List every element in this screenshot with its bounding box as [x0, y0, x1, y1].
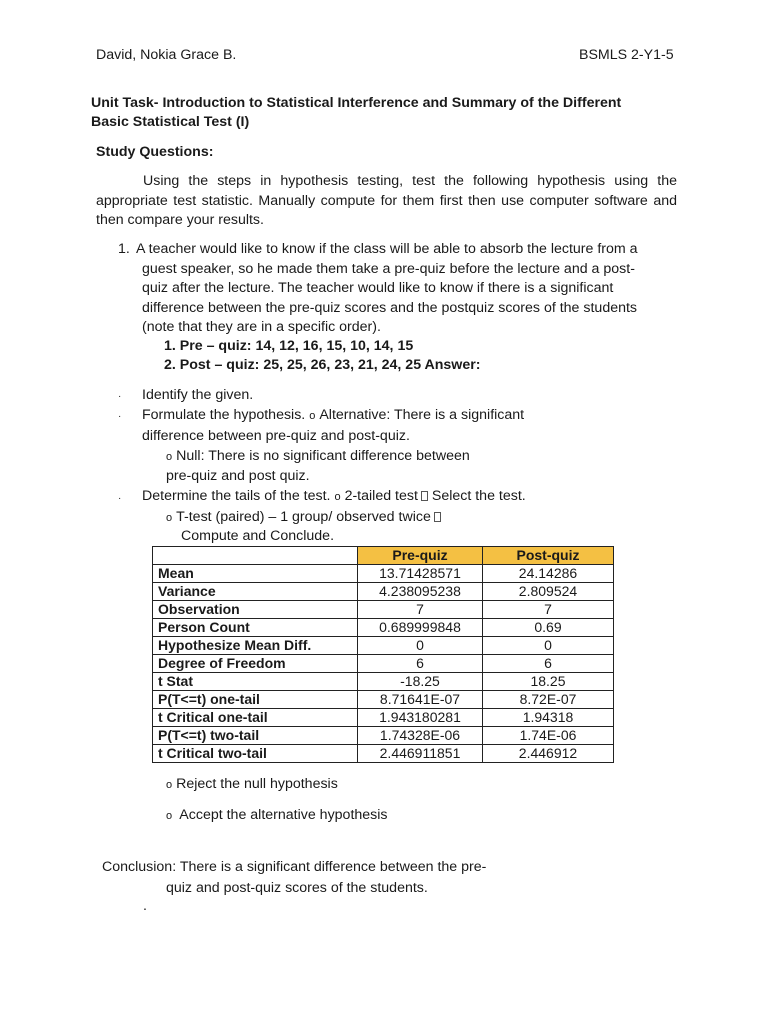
- trailing-dot: .: [143, 898, 147, 914]
- pre-quiz-value: 1.943180281: [358, 709, 483, 727]
- table-row: [153, 565, 614, 583]
- hollow-circle-icon: o: [334, 491, 341, 503]
- section-code: BSMLS 2-Y1-5: [579, 47, 674, 63]
- question-line-4: difference between the pre-quiz scores and the postquiz scores of the students: [142, 300, 638, 316]
- step-tails: [142, 487, 526, 507]
- row-label: P(T<=t) one-tail: [153, 691, 358, 709]
- post-quiz-value: 18.25: [483, 673, 614, 691]
- table-row: [153, 601, 614, 619]
- ttest-text: T-test (paired) – 1 group/ observed twice: [176, 509, 431, 525]
- missing-glyph-icon: [434, 512, 441, 522]
- alternative-hypothesis-cont: difference between pre-quiz and post-quiz.: [142, 428, 410, 444]
- step-identify: Identify the given.: [142, 387, 254, 403]
- pre-quiz-value: 0.689999848: [358, 619, 483, 637]
- bullet-dot: ·: [118, 493, 122, 504]
- post-quiz-value: 24.14286: [483, 565, 614, 583]
- row-label: t Critical one-tail: [153, 709, 358, 727]
- pre-quiz-value: 8.71641E-07: [358, 691, 483, 709]
- table-row: [153, 673, 614, 691]
- table-row: [153, 691, 614, 709]
- question-number: 1.: [118, 241, 130, 257]
- missing-glyph-icon: [421, 491, 428, 501]
- row-label: Hypothesize Mean Diff.: [153, 637, 358, 655]
- question-line-2: guest speaker, so he made them take a pre-quiz before the lecture and a post-: [142, 261, 635, 277]
- post-quiz-value: 2.809524: [483, 583, 614, 601]
- title-line-2: Basic Statistical Test (I): [91, 114, 250, 130]
- question-line-1: A teacher would like to know if the class will be able to absorb the lecture from a: [136, 241, 638, 257]
- hollow-circle-icon: o: [166, 810, 173, 822]
- row-label: Degree of Freedom: [153, 655, 358, 673]
- hollow-circle-icon: o: [166, 451, 173, 463]
- conclusion-line-1: Conclusion: There is a significant difference between the pre-: [102, 859, 487, 875]
- step-tails-label: Determine the tails of the test.: [142, 488, 331, 504]
- decision-accept-text: Accept the alternative hypothesis: [179, 807, 388, 823]
- table-row: [153, 583, 614, 601]
- row-label: Mean: [153, 565, 358, 583]
- question-line-3: quiz after the lecture. The teacher would like to know if there is a significant: [142, 280, 614, 296]
- hollow-circle-icon: o: [166, 512, 173, 524]
- decision-reject-text: Reject the null hypothesis: [176, 776, 338, 792]
- table-row: [153, 637, 614, 655]
- post-quiz-scores: 2. Post – quiz: 25, 25, 26, 23, 21, 24, 25 Answer:: [164, 357, 481, 373]
- post-quiz-value: 0: [483, 637, 614, 655]
- pre-quiz-value: 0: [358, 637, 483, 655]
- pre-quiz-scores: 1. Pre – quiz: 14, 12, 16, 15, 10, 14, 15: [164, 338, 414, 354]
- hollow-circle-icon: o: [166, 779, 173, 791]
- null-hypothesis-cont: pre-quiz and post quiz.: [166, 468, 310, 484]
- bullet-dot: ·: [118, 411, 122, 422]
- table-row: [153, 727, 614, 745]
- alternative-hypothesis: Alternative: There is a significant: [319, 407, 525, 423]
- tails-value: 2-tailed test: [344, 488, 418, 504]
- hollow-circle-icon: o: [309, 410, 316, 422]
- pre-quiz-value: 7: [358, 601, 483, 619]
- pre-quiz-value: 6: [358, 655, 483, 673]
- conclusion-line-2: quiz and post-quiz scores of the students.: [166, 880, 428, 896]
- pre-quiz-value: -18.25: [358, 673, 483, 691]
- null-hypothesis: [166, 447, 470, 467]
- row-label: Variance: [153, 583, 358, 601]
- table-header-blank: [153, 547, 358, 565]
- row-label: t Critical two-tail: [153, 745, 358, 763]
- title-line-1: Unit Task- Introduction to Statistical Interference and Summary of the Different: [91, 95, 622, 111]
- pre-quiz-value: 1.74328E-06: [358, 727, 483, 745]
- student-name: David, Nokia Grace B.: [96, 47, 237, 63]
- decision-reject: [166, 775, 338, 795]
- pre-quiz-value: 2.446911851: [358, 745, 483, 763]
- table-row: [153, 709, 614, 727]
- pre-quiz-value: 4.238095238: [358, 583, 483, 601]
- table-row: [153, 655, 614, 673]
- post-quiz-value: 1.94318: [483, 709, 614, 727]
- step-formulate: [142, 406, 524, 426]
- t-test-results-table: [152, 546, 614, 763]
- ttest-line: [166, 508, 441, 528]
- post-quiz-value: 1.74E-06: [483, 727, 614, 745]
- table-header-pre-quiz: Pre-quiz: [358, 547, 483, 565]
- step-compute: Compute and Conclude.: [181, 528, 335, 544]
- row-label: t Stat: [153, 673, 358, 691]
- study-questions-heading: Study Questions:: [96, 144, 214, 160]
- null-hypothesis-text: Null: There is no significant difference between: [176, 448, 470, 464]
- decision-accept: [166, 806, 388, 826]
- table-row: [153, 745, 614, 763]
- bullet-dot: ·: [118, 391, 122, 402]
- table-header-row: [153, 547, 614, 565]
- pre-quiz-value: 13.71428571: [358, 565, 483, 583]
- row-label: Person Count: [153, 619, 358, 637]
- table-header-post-quiz: Post-quiz: [483, 547, 614, 565]
- step-select-test: Select the test.: [431, 488, 526, 504]
- post-quiz-value: 8.72E-07: [483, 691, 614, 709]
- post-quiz-value: 6: [483, 655, 614, 673]
- table-row: [153, 619, 614, 637]
- post-quiz-value: 7: [483, 601, 614, 619]
- step-formulate-label: Formulate the hypothesis.: [142, 407, 306, 423]
- post-quiz-value: 0.69: [483, 619, 614, 637]
- row-label: Observation: [153, 601, 358, 619]
- post-quiz-value: 2.446912: [483, 745, 614, 763]
- question-line-5: (note that they are in a specific order).: [142, 319, 381, 335]
- intro-paragraph: Using the steps in hypothesis testing, test the following hypothesis using the appropriate test statistic. Manually compute for them first then use computer software and then compare your results.: [96, 173, 677, 228]
- row-label: P(T<=t) two-tail: [153, 727, 358, 745]
